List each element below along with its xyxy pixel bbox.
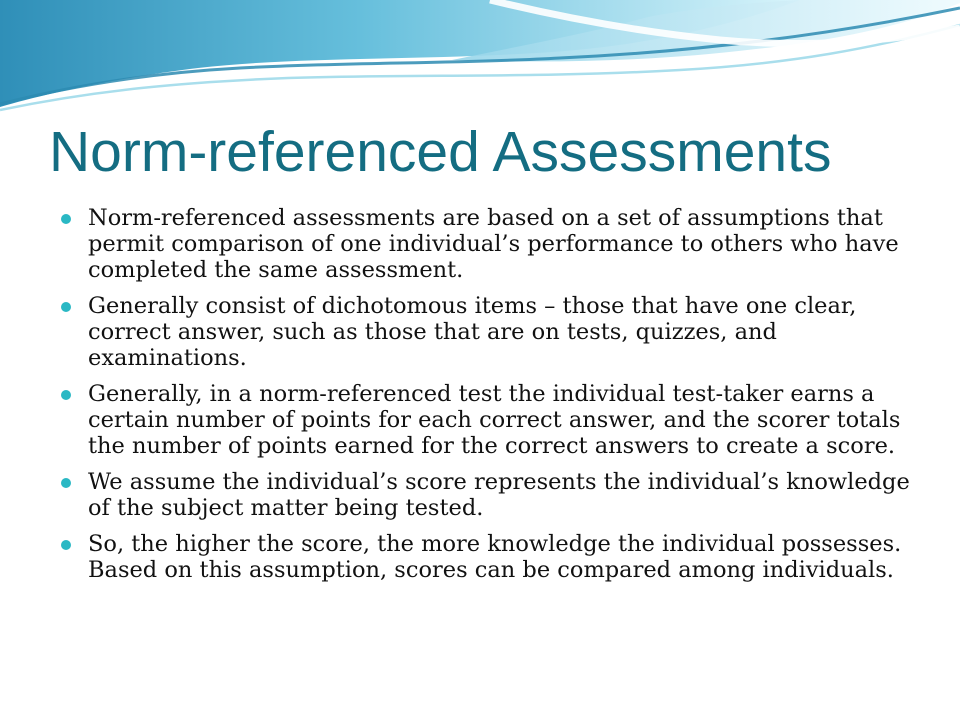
bullet-item <box>60 293 910 371</box>
bullet-text: Generally consist of dichotomous items – those that have one clear, correct answer, such as those that are on tests, quizzes, and examinations. <box>88 293 857 371</box>
bullet-item <box>60 381 910 459</box>
bullet-dot-icon <box>61 302 71 312</box>
bullet-dot-icon <box>61 214 71 224</box>
bullet-item <box>60 531 910 583</box>
bullet-dot-icon <box>61 478 71 488</box>
bullet-list <box>60 205 910 593</box>
bullet-item <box>60 205 910 283</box>
header-wave-decoration <box>0 0 960 120</box>
bullet-text: We assume the individual’s score represents the individual’s knowledge of the subject matter being tested. <box>88 469 910 521</box>
bullet-text: Norm-referenced assessments are based on a set of assumptions that permit comparison of one individual’s performance to others who have completed the same assessment. <box>88 205 899 283</box>
bullet-text: So, the higher the score, the more knowledge the individual possesses. Based on this assumption, scores can be compared among individuals. <box>88 531 902 583</box>
slide-title: Norm-referenced Assessments <box>49 120 832 184</box>
bullet-item <box>60 469 910 521</box>
bullet-dot-icon <box>61 540 71 550</box>
bullet-dot-icon <box>61 390 71 400</box>
bullet-text: Generally, in a norm-referenced test the individual test-taker earns a certain number of points for each correct answer, and the scorer totals the number of points earned for the correct answers to create a score. <box>88 381 901 459</box>
